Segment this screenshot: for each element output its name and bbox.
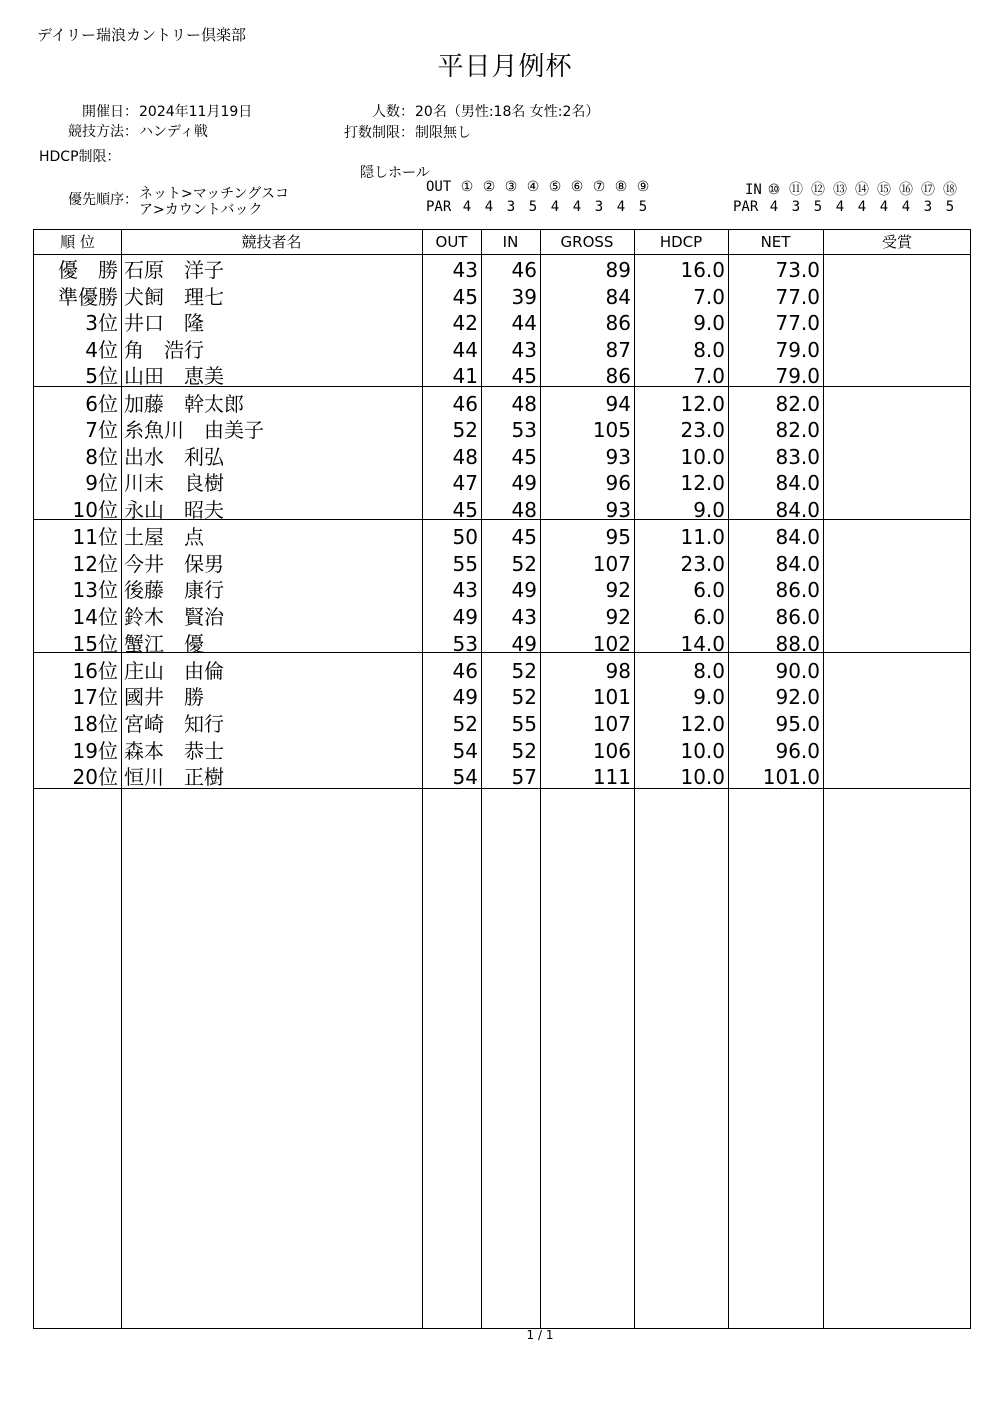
cell-name: 宮崎 知行 bbox=[124, 712, 224, 736]
hole-number: ② bbox=[482, 179, 496, 195]
hole-par: 4 bbox=[572, 199, 582, 215]
cell-name: 加藤 幹太郎 bbox=[124, 391, 244, 416]
cell-net: 92.0 bbox=[775, 685, 820, 710]
hole-number: ⑤ bbox=[548, 179, 562, 195]
cell-rank: 7位 bbox=[85, 418, 118, 443]
cell-in: 48 bbox=[511, 391, 537, 416]
hole-number: ⑩ bbox=[767, 182, 781, 198]
cell-net: 83.0 bbox=[775, 444, 820, 469]
hole-number: ⑨ bbox=[636, 179, 650, 195]
hole-par: 3 bbox=[791, 199, 801, 215]
cell-name: 今井 保男 bbox=[124, 551, 224, 576]
cell-gross: 95 bbox=[605, 525, 631, 550]
in-holes-row bbox=[745, 179, 957, 199]
cell-net: 79.0 bbox=[775, 337, 820, 362]
cell-out: 49 bbox=[452, 605, 478, 629]
club-name: デイリー瑞浪カントリー倶楽部 bbox=[37, 26, 246, 44]
cell-name: 出水 利弘 bbox=[124, 444, 224, 469]
hole-par: 5 bbox=[945, 199, 955, 215]
table-row bbox=[34, 683, 970, 710]
cell-hdcp: 12.0 bbox=[680, 471, 725, 496]
table-row bbox=[34, 630, 970, 657]
table-row bbox=[34, 336, 970, 363]
cell-out: 47 bbox=[452, 471, 478, 496]
cell-rank: 20位 bbox=[72, 765, 118, 790]
cell-in: 53 bbox=[511, 418, 537, 443]
hole-number: ⑰ bbox=[921, 182, 935, 198]
cell-rank: 優 勝 bbox=[58, 258, 118, 282]
cell-rank: 11位 bbox=[72, 525, 118, 550]
table-row bbox=[34, 309, 970, 336]
out-par-row bbox=[426, 199, 648, 215]
header-rank: 順 位 bbox=[60, 233, 95, 251]
cell-rank: 19位 bbox=[72, 738, 118, 763]
hole-number: ⑪ bbox=[789, 182, 803, 198]
table-row bbox=[34, 737, 970, 764]
cell-gross: 93 bbox=[605, 498, 631, 522]
cell-out: 44 bbox=[452, 337, 478, 362]
cell-out: 42 bbox=[452, 311, 478, 336]
hidden-holes-label: 隠しホール bbox=[360, 165, 430, 181]
cell-net: 96.0 bbox=[775, 738, 820, 763]
cell-gross: 107 bbox=[592, 551, 631, 576]
cell-rank: 6位 bbox=[85, 391, 118, 416]
hole-par: 3 bbox=[923, 199, 933, 215]
cell-rank: 15位 bbox=[72, 631, 118, 656]
cell-out: 53 bbox=[452, 631, 478, 656]
cell-out: 55 bbox=[452, 551, 478, 576]
cell-in: 49 bbox=[511, 578, 537, 603]
hole-par: 4 bbox=[769, 199, 779, 215]
cell-gross: 93 bbox=[605, 444, 631, 469]
cell-name: 庄山 由倫 bbox=[124, 658, 224, 683]
hole-par: 4 bbox=[879, 199, 889, 215]
hole-par: 5 bbox=[528, 199, 538, 215]
table-row bbox=[34, 283, 970, 310]
cell-hdcp: 7.0 bbox=[693, 284, 725, 309]
cell-gross: 84 bbox=[605, 284, 631, 309]
hole-number: ⑯ bbox=[899, 182, 913, 198]
cell-name: 糸魚川 由美子 bbox=[124, 418, 264, 443]
cell-in: 45 bbox=[511, 525, 537, 550]
priority-line-1: ネット>マッチングスコ bbox=[139, 186, 290, 202]
cell-in: 49 bbox=[511, 631, 537, 656]
cell-rank: 16位 bbox=[72, 658, 118, 683]
header-award: 受賞 bbox=[881, 233, 912, 251]
hole-par: 4 bbox=[550, 199, 560, 215]
hole-number: ⑧ bbox=[614, 179, 628, 195]
cell-gross: 86 bbox=[605, 364, 631, 389]
hole-par: 5 bbox=[813, 199, 823, 215]
hole-number: ⑮ bbox=[877, 182, 891, 198]
cell-out: 46 bbox=[452, 391, 478, 416]
cell-name: 蟹江 優 bbox=[124, 631, 204, 656]
cell-out: 46 bbox=[452, 658, 478, 683]
hole-par: 4 bbox=[484, 199, 494, 215]
header-in: IN bbox=[502, 233, 519, 251]
cell-hdcp: 9.0 bbox=[693, 498, 725, 522]
cell-name: 後藤 康行 bbox=[124, 578, 224, 603]
cell-in: 52 bbox=[511, 685, 537, 710]
cell-in: 55 bbox=[511, 712, 537, 736]
in-par-row bbox=[733, 199, 955, 215]
cell-name: 川末 良樹 bbox=[124, 471, 224, 496]
hole-number: ⑫ bbox=[811, 182, 825, 198]
hole-par: 4 bbox=[835, 199, 845, 215]
cell-gross: 96 bbox=[605, 471, 631, 496]
cell-name: 山田 恵美 bbox=[124, 364, 224, 389]
cell-out: 49 bbox=[452, 685, 478, 710]
cell-gross: 98 bbox=[605, 658, 631, 683]
hole-number: ⑱ bbox=[943, 182, 957, 198]
cell-gross: 101 bbox=[592, 685, 631, 710]
hole-number: ⑭ bbox=[855, 182, 869, 198]
hdcp-limit-label: HDCP制限： bbox=[39, 149, 121, 165]
cell-name: 國井 勝 bbox=[124, 685, 204, 710]
cell-name: 土屋 点 bbox=[124, 525, 204, 550]
par-label: PAR bbox=[426, 199, 452, 215]
hole-number: ① bbox=[460, 179, 474, 195]
stroke-limit-label: 打数制限： bbox=[344, 125, 414, 141]
cell-name: 角 浩行 bbox=[124, 337, 204, 362]
hole-par: 4 bbox=[462, 199, 472, 215]
header-gross: GROSS bbox=[560, 233, 614, 251]
method-value: ハンディ戦 bbox=[139, 124, 208, 140]
cell-name: 石原 洋子 bbox=[124, 258, 224, 282]
hole-par: 5 bbox=[638, 199, 648, 215]
cell-net: 77.0 bbox=[775, 284, 820, 309]
table-row bbox=[34, 763, 970, 790]
cell-out: 50 bbox=[452, 525, 478, 550]
cell-net: 86.0 bbox=[775, 605, 820, 629]
hole-number: ⑦ bbox=[592, 179, 606, 195]
cell-in: 45 bbox=[511, 364, 537, 389]
header-out: OUT bbox=[435, 233, 468, 251]
hole-par: 3 bbox=[506, 199, 516, 215]
cell-gross: 111 bbox=[592, 765, 631, 790]
cell-hdcp: 7.0 bbox=[693, 364, 725, 389]
hole-number: ④ bbox=[526, 179, 540, 195]
cell-rank: 13位 bbox=[72, 578, 118, 603]
cell-out: 41 bbox=[452, 364, 478, 389]
cell-rank: 4位 bbox=[85, 337, 118, 362]
cell-in: 45 bbox=[511, 444, 537, 469]
cell-out: 54 bbox=[452, 765, 478, 790]
table-row bbox=[34, 443, 970, 470]
header-hdcp: HDCP bbox=[659, 233, 703, 251]
hole-par: 3 bbox=[594, 199, 604, 215]
cell-hdcp: 23.0 bbox=[680, 418, 725, 443]
hole-number: ⑥ bbox=[570, 179, 584, 195]
cell-name: 森本 恭士 bbox=[124, 738, 224, 763]
cell-in: 44 bbox=[511, 311, 537, 336]
header-name: 競技者名 bbox=[241, 233, 302, 251]
cell-rank: 14位 bbox=[72, 605, 118, 629]
cell-rank: 5位 bbox=[85, 364, 118, 389]
cell-out: 52 bbox=[452, 712, 478, 736]
table-row bbox=[34, 469, 970, 496]
cell-name: 犬飼 理七 bbox=[124, 284, 224, 309]
cell-rank: 12位 bbox=[72, 551, 118, 576]
hole-number: ③ bbox=[504, 179, 518, 195]
cell-name: 鈴木 賢治 bbox=[124, 605, 224, 629]
page-number: 1 / 1 bbox=[526, 1328, 554, 1342]
cell-in: 48 bbox=[511, 498, 537, 522]
cell-net: 90.0 bbox=[775, 658, 820, 683]
results-table bbox=[33, 229, 971, 1329]
cell-name: 永山 昭夫 bbox=[124, 498, 224, 522]
table-row bbox=[34, 256, 970, 283]
table-row bbox=[34, 603, 970, 630]
cell-in: 39 bbox=[511, 284, 537, 309]
cell-hdcp: 10.0 bbox=[680, 444, 725, 469]
cell-gross: 87 bbox=[605, 337, 631, 362]
cell-net: 84.0 bbox=[775, 551, 820, 576]
cell-gross: 107 bbox=[592, 712, 631, 736]
cell-out: 54 bbox=[452, 738, 478, 763]
cell-rank: 8位 bbox=[85, 444, 118, 469]
cell-hdcp: 8.0 bbox=[693, 337, 725, 362]
cell-net: 82.0 bbox=[775, 418, 820, 443]
cell-gross: 105 bbox=[592, 418, 631, 443]
date-value: 2024年11月19日 bbox=[139, 104, 253, 120]
par-label-in: PAR bbox=[733, 199, 759, 215]
in-label: IN bbox=[745, 182, 762, 198]
cell-in: 43 bbox=[511, 337, 537, 362]
stroke-limit-value: 制限無し bbox=[415, 125, 471, 141]
cell-rank: 準優勝 bbox=[58, 284, 118, 309]
cell-hdcp: 12.0 bbox=[680, 712, 725, 736]
cell-out: 45 bbox=[452, 284, 478, 309]
table-row bbox=[34, 657, 970, 684]
cell-rank: 17位 bbox=[72, 685, 118, 710]
cell-hdcp: 8.0 bbox=[693, 658, 725, 683]
hole-par: 4 bbox=[901, 199, 911, 215]
cell-hdcp: 6.0 bbox=[693, 578, 725, 603]
cell-net: 77.0 bbox=[775, 311, 820, 336]
out-holes-row bbox=[426, 179, 650, 195]
hole-number: ⑬ bbox=[833, 182, 847, 198]
cell-net: 84.0 bbox=[775, 471, 820, 496]
cell-out: 45 bbox=[452, 498, 478, 522]
cell-in: 57 bbox=[511, 765, 537, 790]
cell-rank: 3位 bbox=[85, 311, 118, 336]
table-row bbox=[34, 390, 970, 417]
cell-hdcp: 9.0 bbox=[693, 311, 725, 336]
cell-gross: 92 bbox=[605, 605, 631, 629]
cell-net: 84.0 bbox=[775, 498, 820, 522]
cell-out: 52 bbox=[452, 418, 478, 443]
table-row bbox=[34, 550, 970, 577]
cell-name: 恒川 正樹 bbox=[124, 765, 224, 790]
table-row bbox=[34, 496, 970, 523]
cell-in: 46 bbox=[511, 258, 537, 282]
cell-gross: 106 bbox=[592, 738, 631, 763]
participants-label: 人数： bbox=[372, 104, 414, 120]
cell-net: 95.0 bbox=[775, 712, 820, 736]
cell-rank: 9位 bbox=[85, 471, 118, 496]
cell-in: 52 bbox=[511, 658, 537, 683]
cell-in: 49 bbox=[511, 471, 537, 496]
cell-hdcp: 16.0 bbox=[680, 258, 725, 282]
table-row bbox=[34, 710, 970, 737]
table-row bbox=[34, 416, 970, 443]
cell-net: 101.0 bbox=[762, 765, 820, 790]
header-net: NET bbox=[760, 233, 791, 251]
cell-hdcp: 6.0 bbox=[693, 605, 725, 629]
table-row bbox=[34, 523, 970, 550]
cell-hdcp: 11.0 bbox=[680, 525, 725, 550]
cell-net: 82.0 bbox=[775, 391, 820, 416]
cell-rank: 10位 bbox=[72, 498, 118, 522]
cell-net: 79.0 bbox=[775, 364, 820, 389]
date-label: 開催日： bbox=[82, 104, 138, 120]
cell-out: 48 bbox=[452, 444, 478, 469]
cell-hdcp: 12.0 bbox=[680, 391, 725, 416]
participants-value: 20名（男性:18名 女性:2名） bbox=[415, 104, 600, 120]
cell-rank: 18位 bbox=[72, 712, 118, 736]
cell-gross: 89 bbox=[605, 258, 631, 282]
cell-gross: 102 bbox=[592, 631, 631, 656]
cell-net: 86.0 bbox=[775, 578, 820, 603]
out-label: OUT bbox=[426, 179, 452, 195]
hole-par: 4 bbox=[616, 199, 626, 215]
cell-hdcp: 10.0 bbox=[680, 765, 725, 790]
cell-hdcp: 14.0 bbox=[680, 631, 725, 656]
cell-out: 43 bbox=[452, 578, 478, 603]
cell-net: 73.0 bbox=[775, 258, 820, 282]
cell-hdcp: 10.0 bbox=[680, 738, 725, 763]
priority-value bbox=[139, 186, 289, 218]
cell-in: 43 bbox=[511, 605, 537, 629]
priority-label: 優先順序： bbox=[68, 192, 138, 208]
cell-in: 52 bbox=[511, 738, 537, 763]
cell-hdcp: 9.0 bbox=[693, 685, 725, 710]
cell-in: 52 bbox=[511, 551, 537, 576]
hole-par: 4 bbox=[857, 199, 867, 215]
cell-hdcp: 23.0 bbox=[680, 551, 725, 576]
table-row bbox=[34, 576, 970, 603]
cell-gross: 86 bbox=[605, 311, 631, 336]
cell-gross: 94 bbox=[605, 391, 631, 416]
cell-out: 43 bbox=[452, 258, 478, 282]
cell-name: 井口 隆 bbox=[124, 311, 204, 336]
method-label: 競技方法： bbox=[68, 124, 138, 140]
cell-net: 88.0 bbox=[775, 631, 820, 656]
cell-gross: 92 bbox=[605, 578, 631, 603]
page-title: 平日月例杯 bbox=[437, 52, 573, 82]
table-row bbox=[34, 362, 970, 389]
priority-line-2: ア>カウントバック bbox=[139, 202, 263, 218]
cell-net: 84.0 bbox=[775, 525, 820, 550]
